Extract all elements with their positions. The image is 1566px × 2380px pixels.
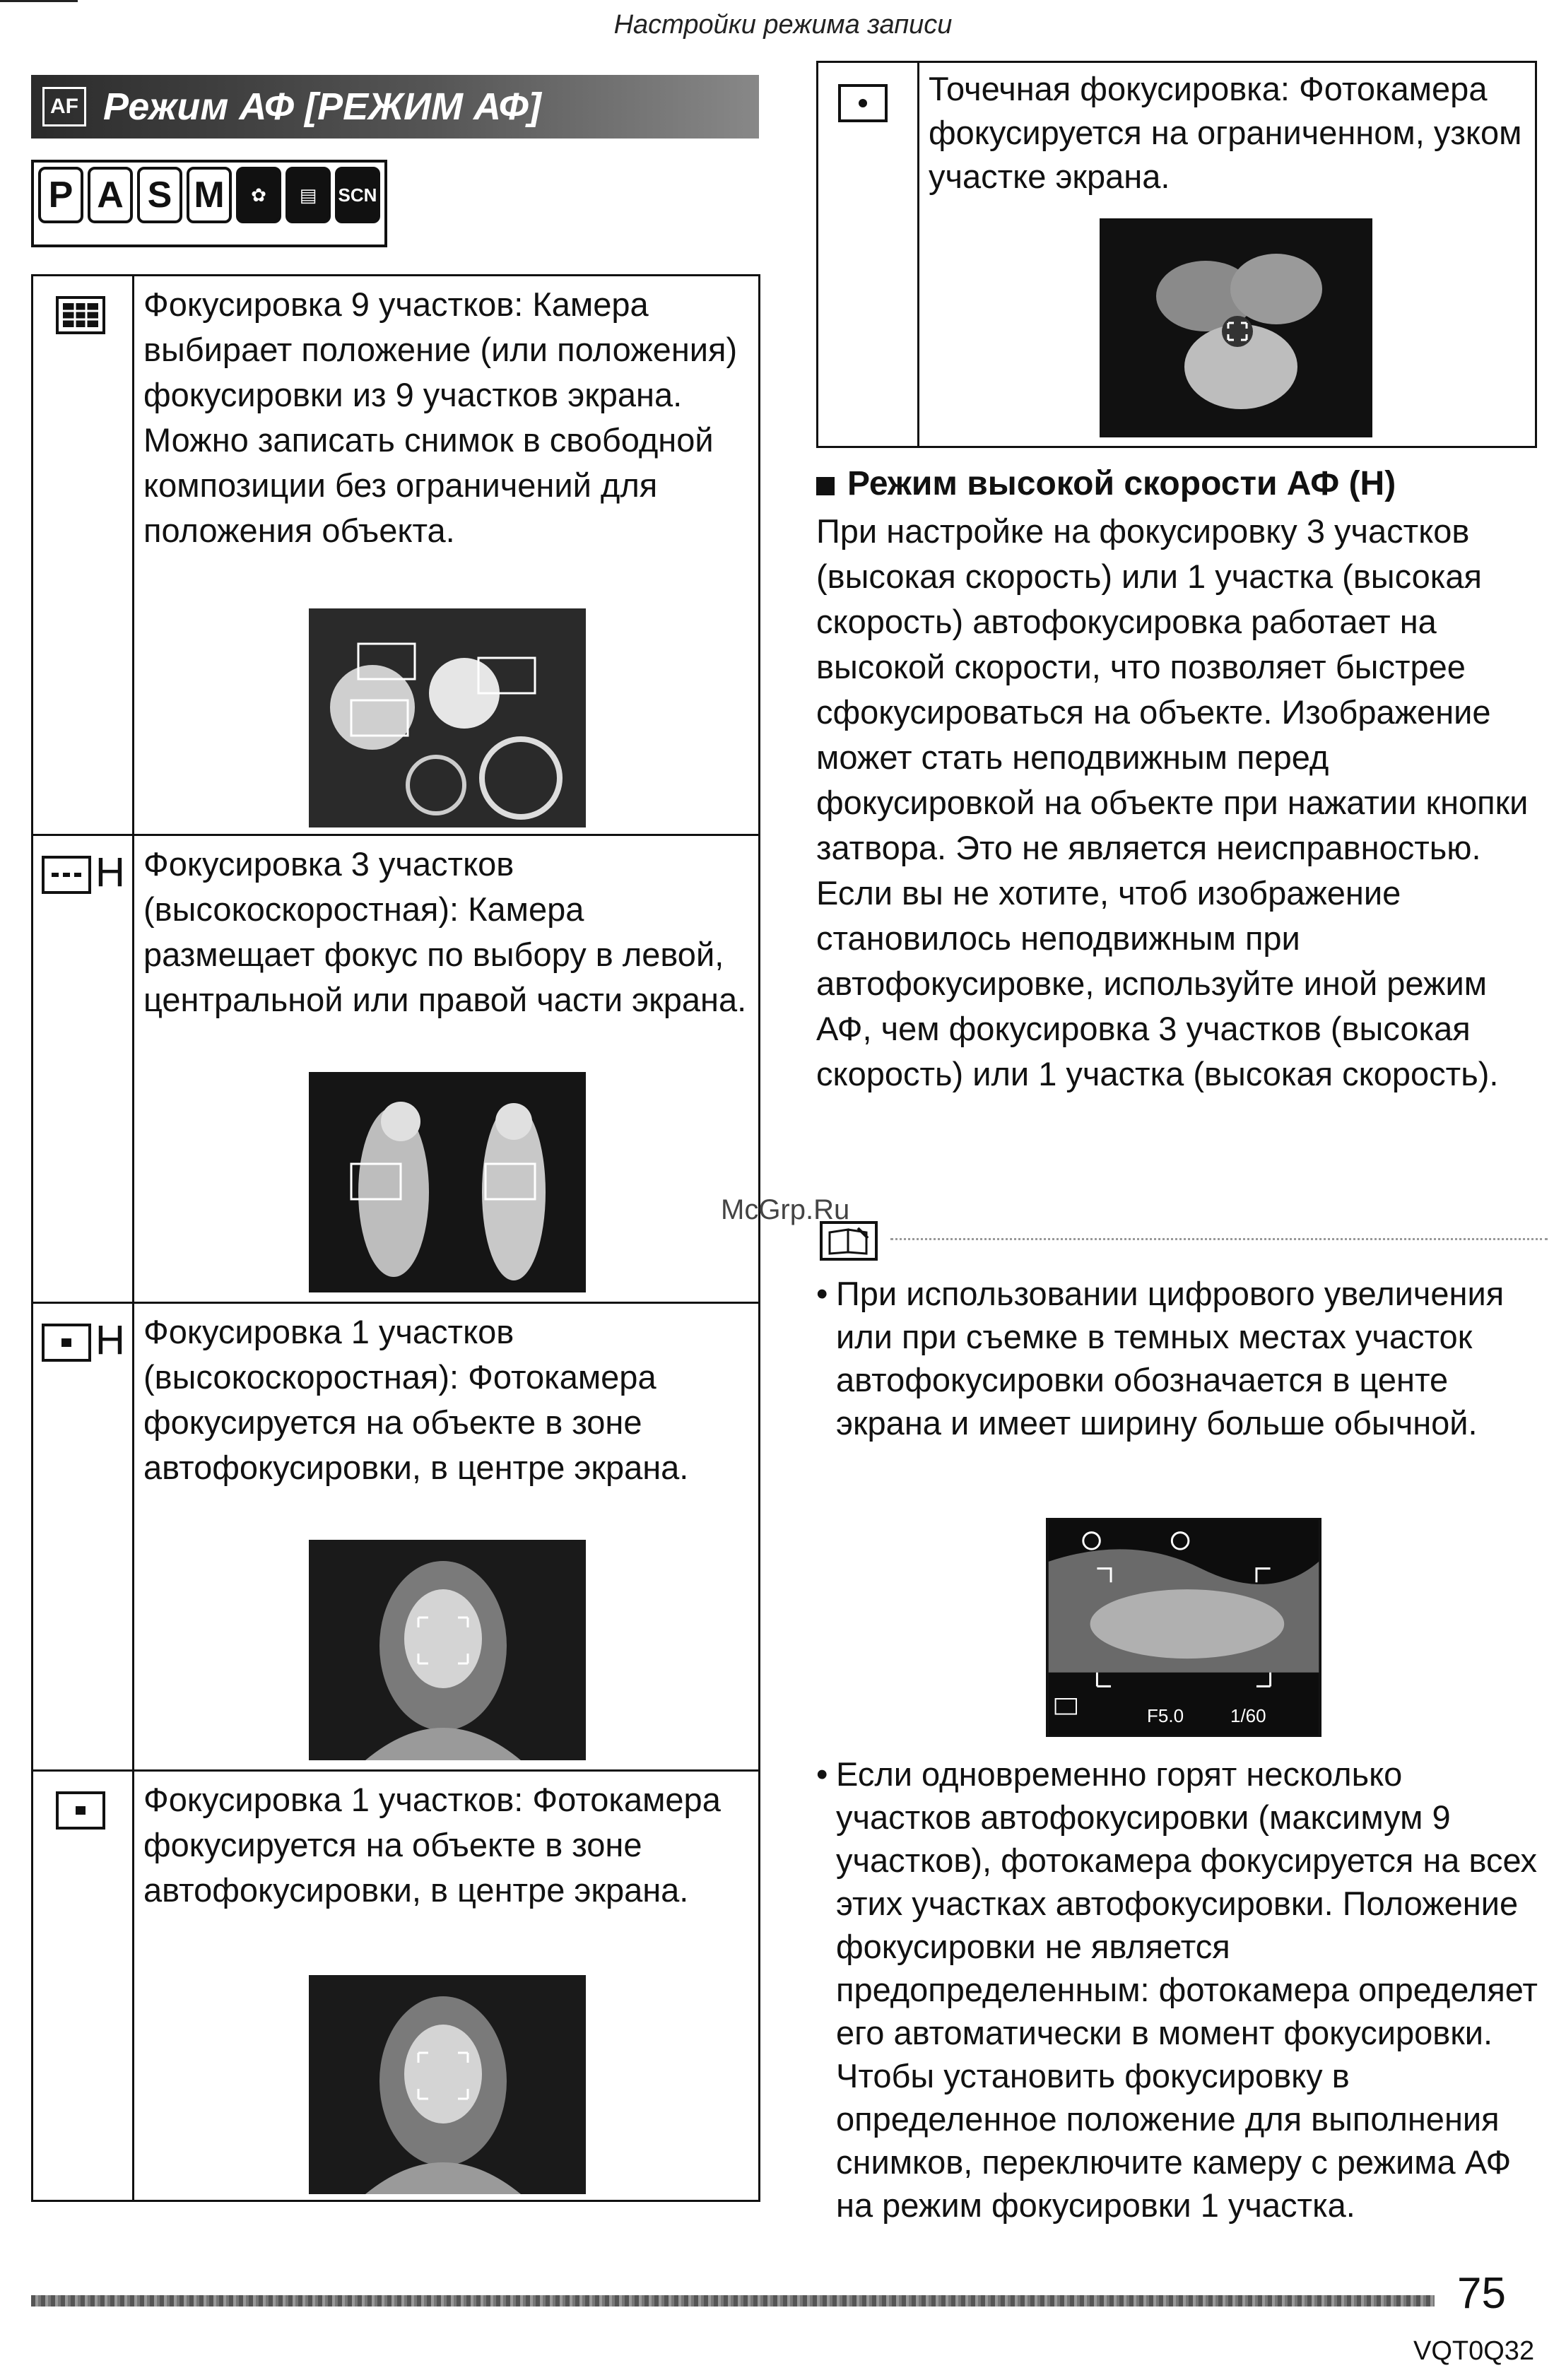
mode-icons [31,160,387,247]
row-description: Фокусировка 9 участков: Камера выбирает положение (или положения) фокусировки из 9 участков экрана. Можно записать снимок в свободной композиции без ограничений для положения объекта. [143,285,738,549]
top-rule [0,0,78,2]
watermark: McGrp.Ru [721,1194,850,1225]
mode-m-icon: M [187,167,232,223]
section-title: Режим АФ [РЕЖИМ АФ] [103,86,541,128]
spot-icon [838,84,888,122]
footer-bar [31,2295,1435,2307]
section-banner [31,75,759,139]
table-row [33,1772,758,2200]
lcd-shutter: 1/60 [1230,1705,1266,1726]
sample-photo-three-area [309,1072,586,1292]
high-speed-body: При настройке на фокусировку 3 участков (высокая скорость) или 1 участка (высокая скорость) автофокусировка работает на высокой скорости, что позволяет быстрее сфокусироваться на объекте. Изображение может стать неподвижным перед фокусировкой на объекте при нажатии кнопки затвора. Это не является неисправностью. Если вы не хотите, чтоб изображение становилось неподвижным при автофокусировке, используйте иной режим АФ, чем фокусировка 3 участков (высокая скорость) или 1 участка (высокая скорость). [816,512,1529,1092]
row-description: Фокусировка 1 участков: Фотокамера фокусируется на объекте в зоне автофокусировки, в центре экрана. [143,1781,721,1909]
spot-focus-table [816,61,1537,448]
mode-s-icon: S [137,167,182,223]
square-bullet-icon [816,477,835,495]
sample-photo-one-area [309,1975,586,2194]
mode-movie-icon: ▤ [285,167,331,223]
sample-photo-one-area-high-speed [309,1540,586,1760]
spot-description: Точечная фокусировка: Фотокамера фокусируется на ограниченном, узком участке экрана. [929,70,1522,195]
sample-photo-spot [1100,218,1372,437]
row-description: Фокусировка 3 участков (высокоскоростная): Камера размещает фокус по выбору в левой, центральной или правой части экрана. [143,845,747,1018]
mode-scene-icon: SCN [335,167,380,223]
note-icon [820,1221,878,1261]
high-speed-suffix: H [95,1317,125,1363]
three-area-high-speed-icon [42,856,91,894]
page-number: 75 [1457,2269,1506,2318]
note-item: • Если одновременно горят несколько участков автофокусировки (максимум 9 участков), фотокамера фокусируется на всех этих участках автофокусировки. Положение фокусировки не является предопределенным: фотокамера определяет его автоматически в момент фокусировки. Чтобы установить фокусировку в определенное положение для выполнения снимков, переключите камеру с режима АФ на режим фокусировки 1 участка. [816,1752,1544,2227]
document-code: VQT0Q32 [1413,2336,1535,2366]
lcd-aperture: F5.0 [1147,1705,1184,1726]
af-badge: AF [42,87,86,126]
note-text: При использовании цифрового увеличения или при съемке в темных местах участок автофокусировки обозначается в центе экрана и имеет ширину больше обычной. [836,1275,1505,1442]
note-item: • При использовании цифрового увеличения или при съемке в темных местах участок автофокусировки обозначается в центе экрана и имеет ширину больше обычной. [816,1272,1544,1444]
table-row [33,276,758,836]
high-speed-heading-row [816,461,1537,507]
sample-photo-nine-area [309,608,586,827]
mode-p-icon: P [38,167,83,223]
lcd-screen-illustration [1046,1518,1321,1737]
table-row [33,1304,758,1772]
one-area-icon [56,1791,105,1830]
note-text: Если одновременно горят несколько участков автофокусировки (максимум 9 участков), фотокамера фокусируется на всех этих участках автофокусировки. Положение фокусировки не является предопределенным: фотокамера определяет его автоматически в момент фокусировки. Чтобы установить фокусировку в определенное положение для выполнения снимков, переключите камеру с режима АФ на режим фокусировки 1 участка. [836,1755,1538,2224]
high-speed-suffix: H [95,849,125,895]
mode-macro-icon: ✿ [236,167,281,223]
table-row [33,836,758,1304]
nine-area-icon [56,296,105,334]
mode-a-icon: A [88,167,133,223]
one-area-high-speed-icon [42,1324,91,1362]
high-speed-heading: Режим высокой скорости АФ (H) [847,465,1396,502]
row-description: Фокусировка 1 участков (высокоскоростная): Фотокамера фокусируется на объекте в зоне автофокусировки, в центре экрана. [143,1313,689,1486]
af-mode-table [31,274,760,2202]
running-header: Настройки режима записи [613,10,953,40]
note-divider [890,1238,1548,1240]
